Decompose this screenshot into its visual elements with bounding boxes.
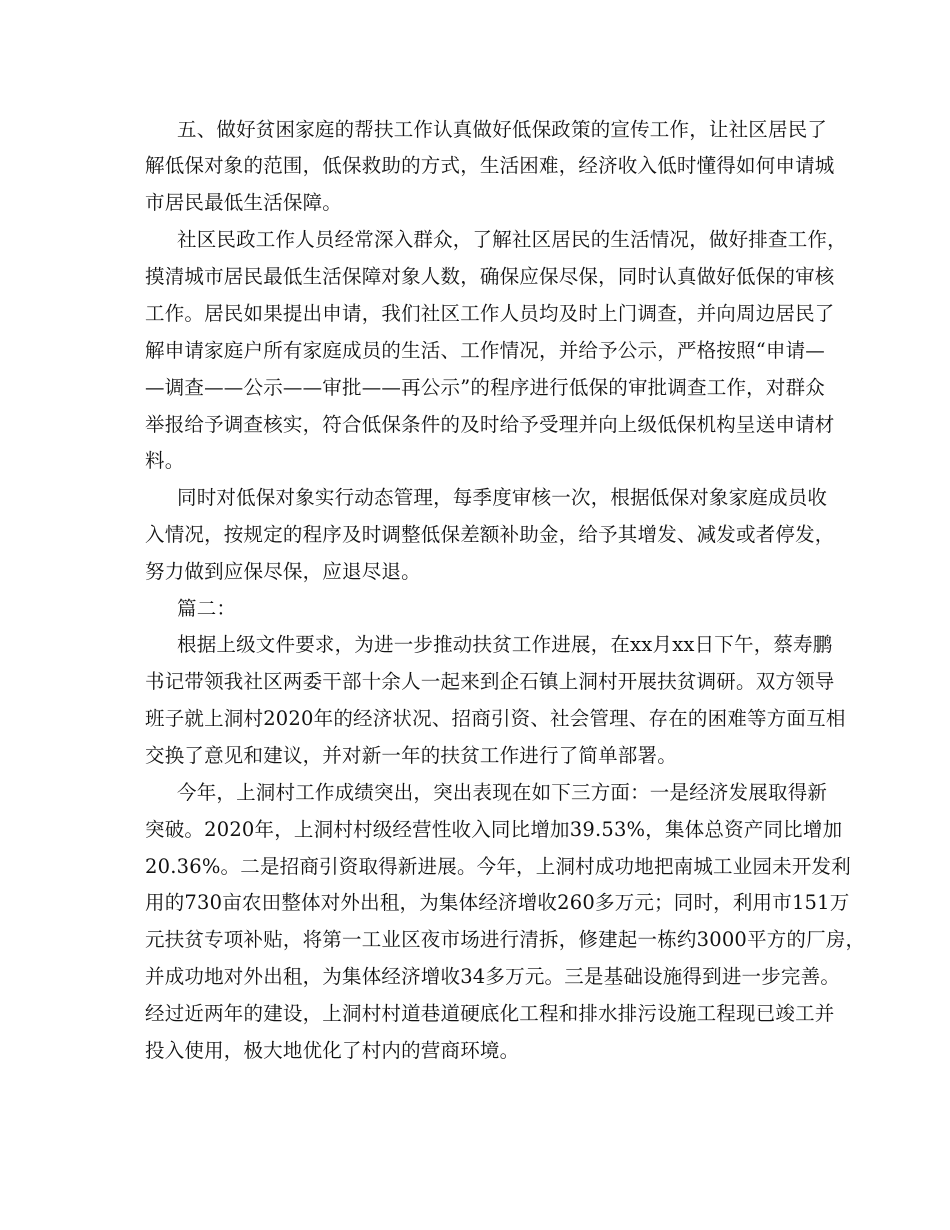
paragraph-line: 社区民政工作人员经常深入群众，了解社区居民的生活情况，做好排查工作， — [177, 228, 847, 251]
paragraph-line: 料。 — [145, 449, 185, 472]
paragraph-line: 市居民最低生活保障。 — [145, 191, 343, 214]
paragraph-line: 突破。2020年，上洞村村级经营性收入同比增加39.53%，集体总资产同比增加 — [145, 818, 843, 841]
paragraph-line: 解低保对象的范围，低保救助的方式，生活困难，经济收入低时懂得如何申请城 — [145, 154, 835, 177]
paragraph-line: 经过近两年的建设，上洞村村道巷道硬底化工程和排水排污设施工程现已竣工并 — [145, 1002, 835, 1025]
paragraph-line: 20.36%。二是招商引资取得新进展。今年，上洞村成功地把南城工业园未开发利 — [145, 855, 851, 878]
paragraph-line: 书记带领我社区两委干部十余人一起来到企石镇上洞村开展扶贫调研。双方领导 — [145, 670, 835, 693]
section-heading: 篇二： — [177, 597, 237, 620]
paragraph-line: —调查——公示——审批——再公示”的程序进行低保的审批调查工作，对群众 — [145, 376, 825, 399]
paragraph-line: 今年，上洞村工作成绩突出，突出表现在如下三方面：一是经济发展取得新 — [177, 781, 828, 804]
paragraph-line: 并成功地对外出租，为集体经济增收34多万元。三是基础设施得到进一步完善。 — [145, 965, 841, 988]
paragraph-line: 工作。居民如果提出申请，我们社区工作人员均及时上门调查，并向周边居民了 — [145, 302, 835, 325]
paragraph-line: 入情况，按规定的程序及时调整低保差额补助金，给予其增发、减发或者停发， — [145, 523, 835, 546]
paragraph-line: 五、做好贫困家庭的帮扶工作认真做好低保政策的宣传工作，让社区居民了 — [177, 118, 828, 141]
paragraph-line: 根据上级文件要求，为进一步推动扶贫工作进展，在xx月xx日下午，蔡寿鹏 — [177, 633, 833, 656]
paragraph-line: 用的730亩农田整体对外出租，为集体经济增收260多万元；同时，利用市151万 — [145, 891, 850, 914]
paragraph-line: 投入使用，极大地优化了村内的营商环境。 — [145, 1039, 520, 1062]
paragraph-line: 元扶贫专项补贴，将第一工业区夜市场进行清拆，修建起一栋约3000平方的厂房， — [145, 928, 866, 951]
paragraph-line: 同时对低保对象实行动态管理，每季度审核一次，根据低保对象家庭成员收 — [177, 486, 828, 509]
paragraph-line: 摸清城市居民最低生活保障对象人数，确保应保尽保，同时认真做好低保的审核 — [145, 265, 835, 288]
paragraph-line: 努力做到应保尽保，应退尽退。 — [145, 560, 421, 583]
paragraph-line: 交换了意见和建议，并对新一年的扶贫工作进行了简单部署。 — [145, 744, 677, 767]
paragraph-line: 举报给予调查核实，符合低保条件的及时给予受理并向上级低保机构呈送申请材 — [145, 413, 835, 436]
paragraph-line: 班子就上洞村2020年的经济状况、招商引资、社会管理、存在的困难等方面互相 — [145, 707, 846, 730]
paragraph-line: 解申请家庭户所有家庭成员的生活、工作情况，并给予公示，严格按照“申请— — [145, 339, 825, 362]
